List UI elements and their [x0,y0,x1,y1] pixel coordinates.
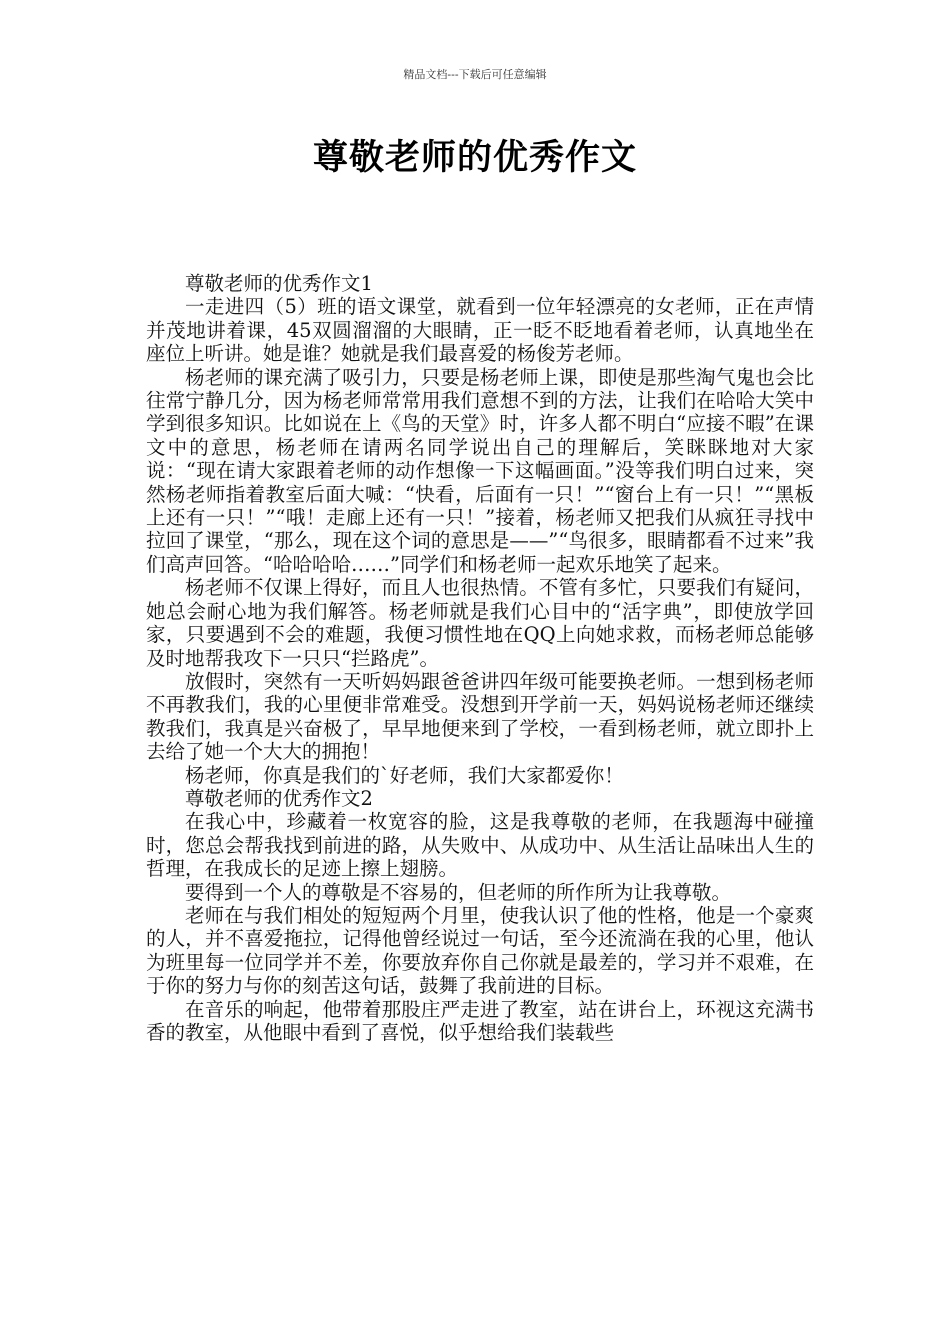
paragraph: 在音乐的响起，他带着那股庄严走进了教室，站在讲台上，环视这充满书香的教室，从他眼中看到了喜悦，似乎想给我们装载些 [146,997,814,1044]
paragraph: 在我心中，珍藏着一枚宽容的脸，这是我尊敬的老师，在我题海中碰撞时，您总会帮我找到前进的路，从失败中、从成功中、从生活让品味出人生的哲理，在我成长的足迹上擦上翅膀。 [146,810,814,881]
document-title: 尊敬老师的优秀作文 [312,137,637,178]
essay-2-heading: 尊敬老师的优秀作文2 [185,786,373,810]
paragraph: 杨老师，你真是我们的`好老师，我们大家都爱你！ [185,763,624,787]
header-note: 精品文档---下载后可任意编辑 [403,68,547,81]
paragraph: 放假时，突然有一天听妈妈跟爸爸讲四年级可能要换老师。一想到杨老师不再教我们，我的心里便非常难受。没想到开学前一天，妈妈说杨老师还继续教我们，我真是兴奋极了，早早地便来到了学校，一看到杨老师，就立即扑上去给了她一个大大的拥抱！ [146,669,814,764]
paragraph: 杨老师的课充满了吸引力，只要是杨老师上课，即使是那些淘气鬼也会比往常宁静几分，因为杨老师常常用我们意想不到的方法，让我们在哈哈大笑中学到很多知识。比如说在上《鸟的天堂》时，许多人都不明白“应接不暇”在课文中的意思，杨老师在请两名同学说出自己的理解后，笑眯眯地对大家说：“现在请大家跟着老师的动作想像一下这幅画面。”没等我们明白过来，突然杨老师指着教室后面大喊：“快看，后面有一只！”“窗台上有一只！”“黑板上还有一只！”“哦！走廊上还有一只！”接着，杨老师又把我们从疯狂寻找中拉回了课堂，“那么，现在这个词的意思是——”“鸟很多，眼睛都看不过来”我们高声回答。“哈哈哈哈……”同学们和杨老师一起欢乐地笑了起来。 [146,365,814,576]
paragraph: 一走进四（5）班的语文课堂，就看到一位年轻漂亮的女老师，正在声情并茂地讲着课，45双圆溜溜的大眼睛，正一眨不眨地看着老师，认真地坐在座位上听讲。她是谁？她就是我们最喜爱的杨俊芳老师。 [146,295,814,366]
paragraph: 杨老师不仅课上得好，而且人也很热情。不管有多忙，只要我们有疑问，她总会耐心地为我们解答。杨老师就是我们心目中的“活字典”，即使放学回家，只要遇到不会的难题，我便习惯性地在QQ上向她求救，而杨老师总能够及时地帮我攻下一只只“拦路虎”。 [146,576,814,670]
paragraph: 老师在与我们相处的短短两个月里，使我认识了他的性格，他是一个豪爽的人，并不喜爱拖拉，记得他曾经说过一句话，至今还流淌在我的心里，他认为班里每一位同学并不差，你要放弃你自己你就是最差的，学习并不艰难，在于你的努力与你的刻苦这句话，鼓舞了我前进的目标。 [146,903,814,998]
essay-1-heading: 尊敬老师的优秀作文1 [185,272,373,295]
paragraph: 要得到一个人的尊敬是不容易的，但老师的所作所为让我尊敬。 [185,880,732,904]
document-body [146,272,814,1044]
